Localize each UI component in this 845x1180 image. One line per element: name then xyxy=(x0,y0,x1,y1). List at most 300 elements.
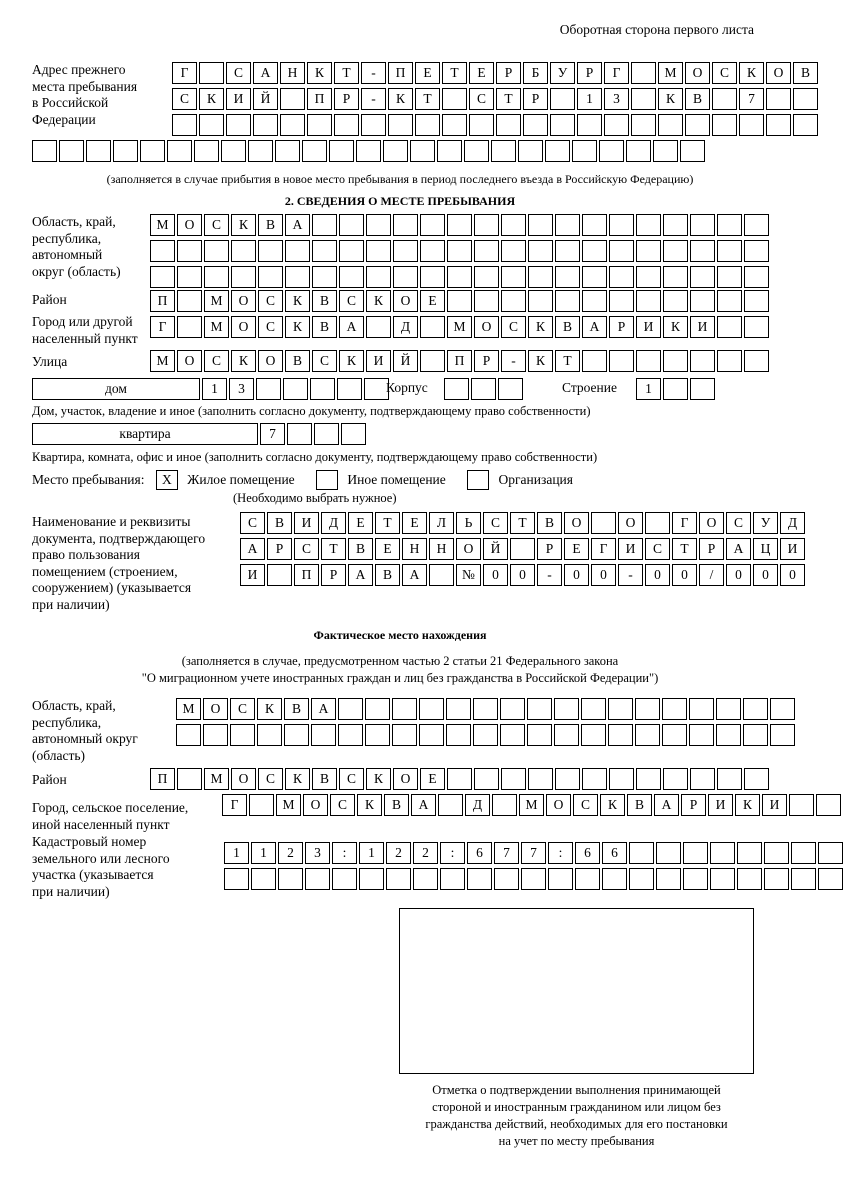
char-cell[interactable] xyxy=(528,768,553,790)
char-cell[interactable] xyxy=(167,140,192,162)
char-cell[interactable] xyxy=(581,724,606,746)
char-cell[interactable] xyxy=(471,378,496,400)
actual-city-row[interactable] xyxy=(222,794,843,816)
char-cell[interactable]: 2 xyxy=(386,842,411,864)
char-cell[interactable]: 7 xyxy=(494,842,519,864)
char-cell[interactable] xyxy=(338,698,363,720)
char-cell[interactable] xyxy=(491,140,516,162)
char-cell[interactable] xyxy=(555,266,580,288)
char-cell[interactable]: - xyxy=(501,350,526,372)
char-cell[interactable] xyxy=(113,140,138,162)
char-cell[interactable]: Р xyxy=(474,350,499,372)
char-cell[interactable] xyxy=(361,114,386,136)
char-cell[interactable] xyxy=(267,564,292,586)
char-cell[interactable]: В xyxy=(685,88,710,110)
char-cell[interactable]: - xyxy=(361,62,386,84)
char-cell[interactable] xyxy=(545,140,570,162)
char-cell[interactable] xyxy=(710,842,735,864)
char-cell[interactable] xyxy=(523,114,548,136)
char-cell[interactable] xyxy=(496,114,521,136)
char-cell[interactable] xyxy=(446,698,471,720)
char-cell[interactable]: Р xyxy=(267,538,292,560)
char-cell[interactable]: К xyxy=(285,290,310,312)
char-cell[interactable] xyxy=(717,240,742,262)
char-cell[interactable] xyxy=(231,240,256,262)
char-cell[interactable]: Е xyxy=(375,538,400,560)
char-cell[interactable]: - xyxy=(618,564,643,586)
char-cell[interactable] xyxy=(766,88,791,110)
char-cell[interactable]: В xyxy=(312,290,337,312)
char-cell[interactable]: И xyxy=(780,538,805,560)
char-cell[interactable]: С xyxy=(204,214,229,236)
char-cell[interactable] xyxy=(420,266,445,288)
char-cell[interactable] xyxy=(636,266,661,288)
char-cell[interactable] xyxy=(447,240,472,262)
char-cell[interactable]: И xyxy=(294,512,319,534)
char-cell[interactable] xyxy=(285,266,310,288)
char-cell[interactable]: Е xyxy=(469,62,494,84)
char-cell[interactable] xyxy=(280,114,305,136)
char-cell[interactable]: О xyxy=(618,512,643,534)
char-cell[interactable] xyxy=(717,214,742,236)
char-cell[interactable]: Л xyxy=(429,512,454,534)
char-cell[interactable]: Т xyxy=(672,538,697,560)
char-cell[interactable]: Г xyxy=(172,62,197,84)
char-cell[interactable] xyxy=(653,140,678,162)
char-cell[interactable] xyxy=(203,724,228,746)
char-cell[interactable]: С xyxy=(230,698,255,720)
char-cell[interactable] xyxy=(690,240,715,262)
char-cell[interactable]: П xyxy=(388,62,413,84)
house-number-cells[interactable] xyxy=(202,378,391,400)
char-cell[interactable] xyxy=(743,724,768,746)
char-cell[interactable]: К xyxy=(231,214,256,236)
char-cell[interactable] xyxy=(510,538,535,560)
char-cell[interactable] xyxy=(582,768,607,790)
char-cell[interactable]: Ь xyxy=(456,512,481,534)
char-cell[interactable] xyxy=(609,768,634,790)
char-cell[interactable] xyxy=(631,88,656,110)
char-cell[interactable] xyxy=(230,724,255,746)
char-cell[interactable] xyxy=(356,140,381,162)
char-cell[interactable]: С xyxy=(258,316,283,338)
char-cell[interactable]: П xyxy=(307,88,332,110)
char-cell[interactable]: Н xyxy=(280,62,305,84)
char-cell[interactable]: А xyxy=(253,62,278,84)
char-cell[interactable] xyxy=(312,266,337,288)
char-cell[interactable] xyxy=(420,240,445,262)
previous-address-row-1[interactable] xyxy=(172,62,820,84)
char-cell[interactable] xyxy=(419,724,444,746)
char-cell[interactable]: Г xyxy=(150,316,175,338)
char-cell[interactable] xyxy=(717,316,742,338)
char-cell[interactable] xyxy=(251,868,276,890)
char-cell[interactable]: И xyxy=(366,350,391,372)
char-cell[interactable]: П xyxy=(150,768,175,790)
char-cell[interactable] xyxy=(629,842,654,864)
char-cell[interactable] xyxy=(339,266,364,288)
char-cell[interactable] xyxy=(365,698,390,720)
char-cell[interactable] xyxy=(743,698,768,720)
char-cell[interactable] xyxy=(248,140,273,162)
char-cell[interactable]: И xyxy=(636,316,661,338)
char-cell[interactable]: В xyxy=(375,564,400,586)
char-cell[interactable]: С xyxy=(645,538,670,560)
char-cell[interactable] xyxy=(744,350,769,372)
char-cell[interactable]: В xyxy=(384,794,409,816)
char-cell[interactable] xyxy=(177,768,202,790)
char-cell[interactable]: С xyxy=(339,290,364,312)
char-cell[interactable]: / xyxy=(699,564,724,586)
char-cell[interactable] xyxy=(204,240,229,262)
char-cell[interactable]: И xyxy=(240,564,265,586)
char-cell[interactable] xyxy=(636,768,661,790)
char-cell[interactable] xyxy=(717,768,742,790)
char-cell[interactable]: О xyxy=(393,290,418,312)
char-cell[interactable] xyxy=(555,290,580,312)
char-cell[interactable]: К xyxy=(307,62,332,84)
char-cell[interactable] xyxy=(528,266,553,288)
char-cell[interactable] xyxy=(501,290,526,312)
char-cell[interactable] xyxy=(629,868,654,890)
char-cell[interactable]: М xyxy=(204,768,229,790)
char-cell[interactable] xyxy=(717,350,742,372)
char-cell[interactable]: О xyxy=(564,512,589,534)
char-cell[interactable]: Е xyxy=(420,290,445,312)
char-cell[interactable] xyxy=(662,698,687,720)
char-cell[interactable]: А xyxy=(240,538,265,560)
char-cell[interactable] xyxy=(770,724,795,746)
char-cell[interactable]: : xyxy=(332,842,357,864)
char-cell[interactable] xyxy=(582,350,607,372)
char-cell[interactable] xyxy=(636,290,661,312)
char-cell[interactable] xyxy=(577,114,602,136)
char-cell[interactable]: 0 xyxy=(483,564,508,586)
char-cell[interactable]: 0 xyxy=(564,564,589,586)
char-cell[interactable] xyxy=(86,140,111,162)
char-cell[interactable] xyxy=(609,214,634,236)
char-cell[interactable] xyxy=(258,240,283,262)
char-cell[interactable]: П xyxy=(150,290,175,312)
char-cell[interactable] xyxy=(429,564,454,586)
char-cell[interactable] xyxy=(447,214,472,236)
char-cell[interactable]: 1 xyxy=(251,842,276,864)
char-cell[interactable]: К xyxy=(600,794,625,816)
char-cell[interactable]: Р xyxy=(321,564,346,586)
char-cell[interactable] xyxy=(140,140,165,162)
char-cell[interactable]: П xyxy=(447,350,472,372)
char-cell[interactable] xyxy=(494,868,519,890)
char-cell[interactable] xyxy=(383,140,408,162)
char-cell[interactable] xyxy=(177,240,202,262)
previous-address-row-4[interactable] xyxy=(32,140,707,162)
char-cell[interactable] xyxy=(258,266,283,288)
char-cell[interactable] xyxy=(737,868,762,890)
char-cell[interactable] xyxy=(150,266,175,288)
char-cell[interactable] xyxy=(683,842,708,864)
char-cell[interactable]: М xyxy=(658,62,683,84)
char-cell[interactable]: А xyxy=(402,564,427,586)
char-cell[interactable] xyxy=(555,768,580,790)
char-cell[interactable] xyxy=(474,290,499,312)
char-cell[interactable] xyxy=(500,724,525,746)
char-cell[interactable] xyxy=(554,724,579,746)
char-cell[interactable]: Т xyxy=(375,512,400,534)
char-cell[interactable] xyxy=(690,266,715,288)
char-cell[interactable]: О xyxy=(203,698,228,720)
char-cell[interactable]: А xyxy=(726,538,751,560)
char-cell[interactable] xyxy=(689,698,714,720)
checkbox-other-premises[interactable] xyxy=(316,470,338,490)
char-cell[interactable]: 0 xyxy=(726,564,751,586)
char-cell[interactable]: К xyxy=(285,768,310,790)
char-cell[interactable]: К xyxy=(663,316,688,338)
char-cell[interactable] xyxy=(410,140,435,162)
char-cell[interactable] xyxy=(555,240,580,262)
char-cell[interactable] xyxy=(739,114,764,136)
char-cell[interactable] xyxy=(311,724,336,746)
char-cell[interactable]: М xyxy=(276,794,301,816)
char-cell[interactable]: В xyxy=(348,538,373,560)
char-cell[interactable]: С xyxy=(172,88,197,110)
char-cell[interactable] xyxy=(744,214,769,236)
char-cell[interactable]: И xyxy=(690,316,715,338)
char-cell[interactable]: О xyxy=(231,290,256,312)
stroenie-cells[interactable] xyxy=(636,378,717,400)
previous-address-row-2[interactable] xyxy=(172,88,820,110)
char-cell[interactable]: С xyxy=(204,350,229,372)
char-cell[interactable] xyxy=(716,724,741,746)
char-cell[interactable]: О xyxy=(699,512,724,534)
char-cell[interactable] xyxy=(473,724,498,746)
char-cell[interactable] xyxy=(818,842,843,864)
char-cell[interactable]: 1 xyxy=(359,842,384,864)
flat-cells[interactable] xyxy=(260,423,368,445)
char-cell[interactable]: О xyxy=(258,350,283,372)
char-cell[interactable]: О xyxy=(546,794,571,816)
char-cell[interactable] xyxy=(766,114,791,136)
char-cell[interactable] xyxy=(663,266,688,288)
char-cell[interactable] xyxy=(302,140,327,162)
char-cell[interactable] xyxy=(572,140,597,162)
char-cell[interactable] xyxy=(548,868,573,890)
char-cell[interactable] xyxy=(287,423,312,445)
char-cell[interactable] xyxy=(386,868,411,890)
char-cell[interactable] xyxy=(447,266,472,288)
char-cell[interactable]: К xyxy=(357,794,382,816)
char-cell[interactable] xyxy=(680,140,705,162)
char-cell[interactable] xyxy=(599,140,624,162)
char-cell[interactable]: А xyxy=(285,214,310,236)
street-row[interactable] xyxy=(150,350,771,372)
char-cell[interactable] xyxy=(275,140,300,162)
char-cell[interactable] xyxy=(420,316,445,338)
char-cell[interactable]: И xyxy=(708,794,733,816)
char-cell[interactable]: А xyxy=(654,794,679,816)
char-cell[interactable]: Т xyxy=(334,62,359,84)
char-cell[interactable] xyxy=(59,140,84,162)
char-cell[interactable] xyxy=(609,266,634,288)
char-cell[interactable]: К xyxy=(339,350,364,372)
char-cell[interactable]: 0 xyxy=(645,564,670,586)
char-cell[interactable] xyxy=(608,724,633,746)
char-cell[interactable] xyxy=(609,290,634,312)
char-cell[interactable]: А xyxy=(411,794,436,816)
char-cell[interactable] xyxy=(447,290,472,312)
char-cell[interactable] xyxy=(501,768,526,790)
char-cell[interactable]: 0 xyxy=(510,564,535,586)
char-cell[interactable]: К xyxy=(199,88,224,110)
char-cell[interactable]: С xyxy=(726,512,751,534)
actual-district-row[interactable] xyxy=(150,768,771,790)
region-row-3[interactable] xyxy=(150,266,771,288)
char-cell[interactable] xyxy=(498,378,523,400)
char-cell[interactable] xyxy=(393,240,418,262)
char-cell[interactable] xyxy=(310,378,335,400)
char-cell[interactable] xyxy=(663,378,688,400)
char-cell[interactable] xyxy=(591,512,616,534)
char-cell[interactable] xyxy=(339,214,364,236)
char-cell[interactable]: Р xyxy=(699,538,724,560)
char-cell[interactable]: Г xyxy=(604,62,629,84)
char-cell[interactable] xyxy=(626,140,651,162)
char-cell[interactable]: Р xyxy=(577,62,602,84)
char-cell[interactable]: Е xyxy=(415,62,440,84)
char-cell[interactable]: М xyxy=(447,316,472,338)
char-cell[interactable] xyxy=(334,114,359,136)
char-cell[interactable]: В xyxy=(258,214,283,236)
char-cell[interactable]: С xyxy=(258,290,283,312)
char-cell[interactable] xyxy=(314,423,339,445)
char-cell[interactable] xyxy=(582,240,607,262)
char-cell[interactable] xyxy=(528,290,553,312)
char-cell[interactable] xyxy=(663,350,688,372)
char-cell[interactable] xyxy=(550,88,575,110)
char-cell[interactable]: Т xyxy=(415,88,440,110)
char-cell[interactable] xyxy=(366,214,391,236)
char-cell[interactable]: Е xyxy=(402,512,427,534)
district-row[interactable] xyxy=(150,290,771,312)
char-cell[interactable] xyxy=(332,868,357,890)
char-cell[interactable] xyxy=(690,290,715,312)
char-cell[interactable] xyxy=(645,512,670,534)
char-cell[interactable] xyxy=(339,240,364,262)
char-cell[interactable] xyxy=(528,214,553,236)
char-cell[interactable] xyxy=(492,794,517,816)
char-cell[interactable] xyxy=(231,266,256,288)
char-cell[interactable] xyxy=(199,62,224,84)
char-cell[interactable]: Г xyxy=(591,538,616,560)
char-cell[interactable] xyxy=(791,842,816,864)
char-cell[interactable]: В xyxy=(284,698,309,720)
char-cell[interactable] xyxy=(635,698,660,720)
char-cell[interactable]: К xyxy=(285,316,310,338)
char-cell[interactable]: Д xyxy=(321,512,346,534)
char-cell[interactable]: 0 xyxy=(780,564,805,586)
char-cell[interactable] xyxy=(501,214,526,236)
char-cell[interactable]: С xyxy=(312,350,337,372)
char-cell[interactable] xyxy=(690,214,715,236)
char-cell[interactable] xyxy=(150,240,175,262)
char-cell[interactable] xyxy=(442,114,467,136)
char-cell[interactable]: О xyxy=(177,350,202,372)
char-cell[interactable] xyxy=(312,240,337,262)
char-cell[interactable] xyxy=(717,290,742,312)
char-cell[interactable]: 2 xyxy=(413,842,438,864)
char-cell[interactable]: 6 xyxy=(575,842,600,864)
char-cell[interactable]: Н xyxy=(402,538,427,560)
char-cell[interactable]: К xyxy=(231,350,256,372)
char-cell[interactable] xyxy=(415,114,440,136)
char-cell[interactable] xyxy=(307,114,332,136)
char-cell[interactable] xyxy=(177,266,202,288)
document-row-3[interactable] xyxy=(240,564,807,586)
char-cell[interactable]: М xyxy=(176,698,201,720)
char-cell[interactable]: О xyxy=(456,538,481,560)
char-cell[interactable] xyxy=(221,140,246,162)
char-cell[interactable] xyxy=(683,868,708,890)
char-cell[interactable]: С xyxy=(226,62,251,84)
char-cell[interactable]: С xyxy=(339,768,364,790)
char-cell[interactable]: Д xyxy=(465,794,490,816)
char-cell[interactable] xyxy=(555,214,580,236)
char-cell[interactable] xyxy=(737,842,762,864)
char-cell[interactable]: В xyxy=(267,512,292,534)
char-cell[interactable]: Й xyxy=(393,350,418,372)
char-cell[interactable]: Т xyxy=(555,350,580,372)
char-cell[interactable]: К xyxy=(658,88,683,110)
char-cell[interactable] xyxy=(554,698,579,720)
char-cell[interactable] xyxy=(464,140,489,162)
char-cell[interactable] xyxy=(710,868,735,890)
char-cell[interactable] xyxy=(690,378,715,400)
char-cell[interactable]: Й xyxy=(253,88,278,110)
char-cell[interactable] xyxy=(413,868,438,890)
char-cell[interactable]: Д xyxy=(780,512,805,534)
char-cell[interactable] xyxy=(685,114,710,136)
char-cell[interactable]: В xyxy=(312,768,337,790)
char-cell[interactable] xyxy=(419,698,444,720)
char-cell[interactable] xyxy=(366,316,391,338)
char-cell[interactable] xyxy=(609,240,634,262)
char-cell[interactable]: Й xyxy=(483,538,508,560)
char-cell[interactable] xyxy=(791,868,816,890)
char-cell[interactable] xyxy=(527,724,552,746)
char-cell[interactable]: М xyxy=(204,290,229,312)
char-cell[interactable] xyxy=(177,290,202,312)
char-cell[interactable] xyxy=(764,868,789,890)
char-cell[interactable] xyxy=(501,266,526,288)
char-cell[interactable] xyxy=(582,214,607,236)
char-cell[interactable] xyxy=(442,88,467,110)
char-cell[interactable]: Н xyxy=(429,538,454,560)
char-cell[interactable]: № xyxy=(456,564,481,586)
char-cell[interactable]: Р xyxy=(609,316,634,338)
char-cell[interactable]: Г xyxy=(672,512,697,534)
char-cell[interactable]: - xyxy=(361,88,386,110)
char-cell[interactable]: 1 xyxy=(577,88,602,110)
char-cell[interactable] xyxy=(770,698,795,720)
char-cell[interactable]: С xyxy=(330,794,355,816)
char-cell[interactable]: В xyxy=(793,62,818,84)
char-cell[interactable] xyxy=(329,140,354,162)
char-cell[interactable]: С xyxy=(712,62,737,84)
previous-address-row-3[interactable] xyxy=(172,114,820,136)
char-cell[interactable]: 2 xyxy=(278,842,303,864)
char-cell[interactable]: 6 xyxy=(467,842,492,864)
char-cell[interactable]: : xyxy=(548,842,573,864)
char-cell[interactable] xyxy=(392,724,417,746)
